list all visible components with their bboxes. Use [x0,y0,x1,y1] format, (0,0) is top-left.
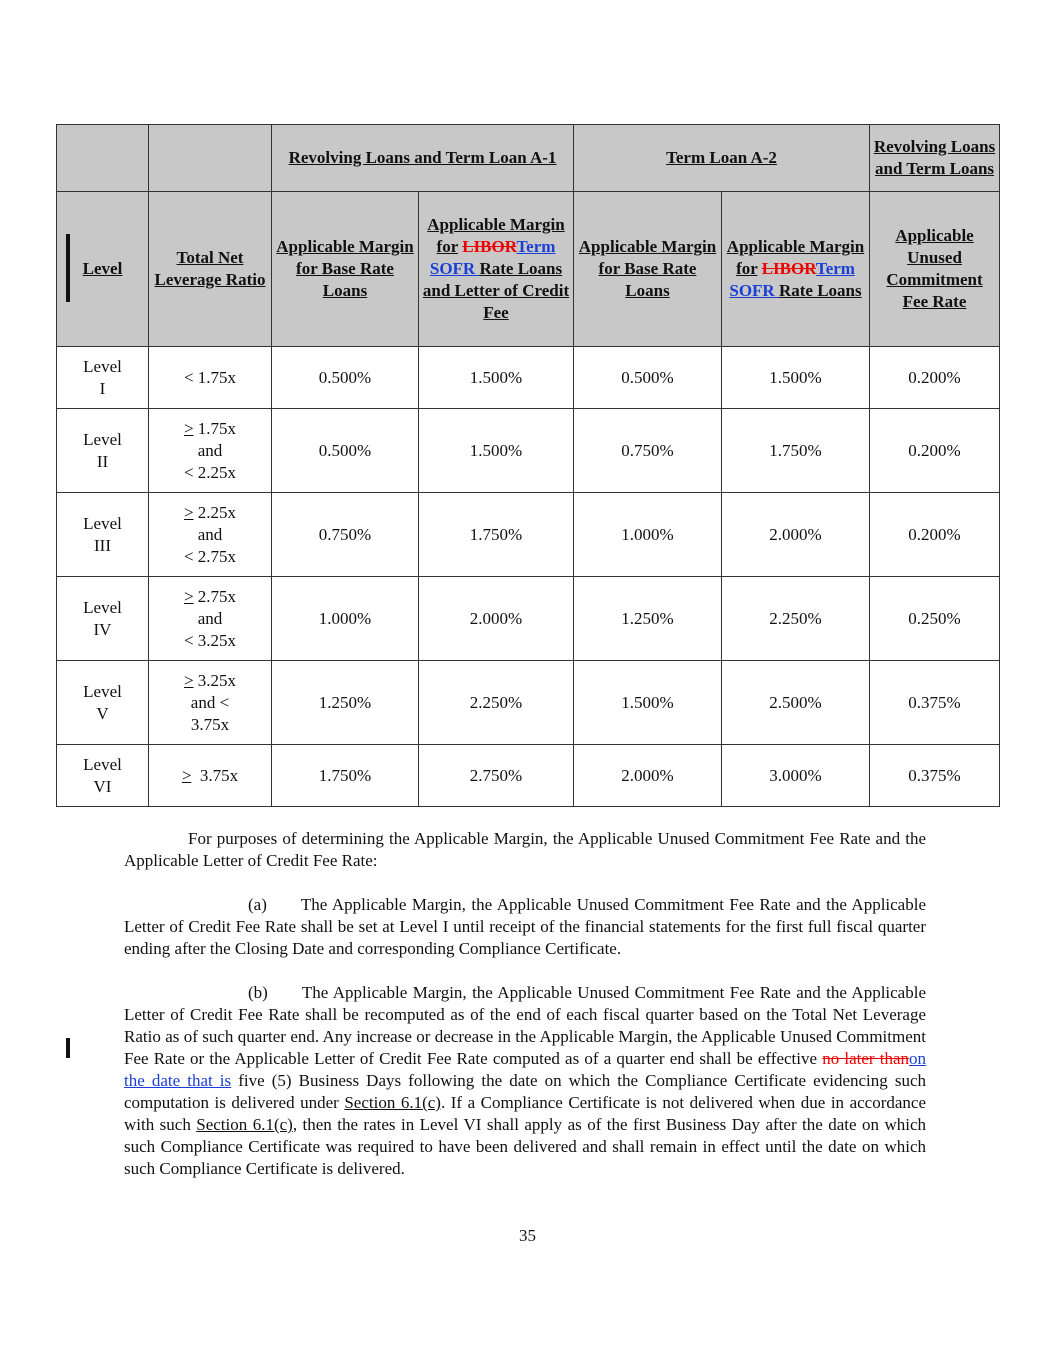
para-text: . If a Compliance Certificate is not delivered when due in accordance with such [124,1093,927,1134]
intro-text: For purposes of determining the Applicable Margin, the Applicable Unused Commitment Fee Rate and the Applicable Letter of Credit Fee Rate: [124,829,926,870]
rate-cell-a1-sofr: 1.500% [419,347,574,409]
rate-cell-a1-sofr: 2.750% [419,745,574,807]
deleted-text: LIBOR [761,259,816,278]
header-label: Applicable Margin for [726,237,865,278]
para-label: (a) [248,895,267,914]
para-text: five (5) Business Days following the date on which the Compliance Certificate evidencing such computation is delivered under [124,1071,926,1112]
header-a1-base [272,192,419,347]
rate-cell-a2-base: 1.250% [574,577,722,661]
ratio-line: > 3.25x [183,670,237,690]
ratio-cell [149,409,272,493]
rate-cell-a1-base: 1.750% [272,745,419,807]
header-label: Rate Loans [778,281,862,300]
group-header-a2 [574,125,870,192]
rate-cell-fee: 0.200% [870,409,1000,493]
group-header-a1 [272,125,574,192]
group-label: Term Loan A-2 [666,148,777,167]
rate-cell-a2-sofr: 2.500% [722,661,870,745]
rate-cell-fee: 0.375% [870,661,1000,745]
ratio-line: < 3.25x [183,630,237,650]
greater-equal-symbol: > [183,418,194,438]
para-label: (b) [248,983,268,1002]
page-number: 35 [519,1226,536,1245]
level-label: Level III [83,513,122,555]
group-header-revolving [870,125,1000,192]
greater-equal-symbol: > [183,670,194,690]
header-label: Total Net Leverage Ratio [154,248,266,289]
para-text: The Applicable Margin, the Applicable Unused Commitment Fee Rate and the Applicable Letter of Credit Fee Rate shall be recomputed as of the end of each fiscal quarter based on the Total Net Leverage Ratio as of such quarter end. Any increase or decrease in the Applicable Margin, the Applicable Unused Commitment Fee Rate or the Applicable Letter of Credit Fee Rate computed as of a quarter end shall be effective [124,983,926,1068]
rate-cell-a1-base: 1.000% [272,577,419,661]
rate-cell-a2-sofr: 3.000% [722,745,870,807]
rate-cell-a1-sofr: 1.750% [419,493,574,577]
paragraph-b [124,982,926,1180]
rate-cell-fee: 0.250% [870,577,1000,661]
greater-equal-symbol: > [181,765,192,785]
ratio-cell [149,493,272,577]
level-cell [57,493,149,577]
rate-cell-a1-sofr: 2.250% [419,661,574,745]
level-cell [57,577,149,661]
header-a1-sofr [419,192,574,347]
rate-cell-a2-sofr: 1.500% [722,347,870,409]
header-level [57,192,149,347]
ratio-line: > 2.25x [183,502,237,522]
deleted-text: no later than [822,1049,909,1068]
ratio-line: < 2.25x [183,462,237,482]
table-row [57,493,1000,577]
rate-cell-a1-base: 0.750% [272,493,419,577]
ratio-line: < 1.75x [183,367,237,387]
rate-cell-a2-base: 1.500% [574,661,722,745]
ratio-cell [149,745,272,807]
group-label: Revolving Loans and Term Loan A-1 [288,148,557,167]
table-row [57,347,1000,409]
rate-cell-a1-base: 0.500% [272,409,419,493]
ratio-line: and [197,440,223,460]
header-fee [870,192,1000,347]
rate-cell-a2-base: 0.750% [574,409,722,493]
ratio-line: and [197,524,223,544]
header-label: Rate Loans and Letter of Credit Fee [422,259,570,322]
section-reference: Section 6.1(c) [196,1115,293,1134]
ratio-line: > 1.75x [183,418,237,438]
rate-cell-a1-base: 1.250% [272,661,419,745]
ratio-line: 3.75x [190,714,230,734]
header-ratio [149,192,272,347]
rate-cell-a2-base: 0.500% [574,347,722,409]
para-text: The Applicable Margin, the Applicable Unused Commitment Fee Rate and the Applicable Letter of Credit Fee Rate shall be set at Level I until receipt of the financial statements for the first full fiscal quarter ending after the Closing Date and corresponding Compliance Certificate. [124,895,926,958]
applicable-margin-table [56,124,1000,807]
ratio-cell [149,661,272,745]
greater-equal-symbol: > [183,586,194,606]
inserted-text: Term SOFR [429,237,556,278]
rate-cell-a1-sofr: 2.000% [419,577,574,661]
level-label: Level VI [83,754,122,796]
ratio-line: < 2.75x [183,546,237,566]
level-cell [57,409,149,493]
rate-cell-a1-sofr: 1.500% [419,409,574,493]
level-cell [57,347,149,409]
ratio-line: and < [190,692,230,712]
header-label: Applicable Margin for Base Rate Loans [276,237,414,300]
level-label: Level II [83,429,122,471]
header-a2-sofr [722,192,870,347]
level-label: Level IV [83,597,122,639]
change-bar [66,1038,70,1058]
intro-paragraph [124,828,926,872]
inserted-text: Term SOFR [729,259,855,300]
blank-header [149,125,272,192]
rate-cell-a2-sofr: 1.750% [722,409,870,493]
rate-cell-fee: 0.375% [870,745,1000,807]
ratio-line: and [197,608,223,628]
table-row [57,745,1000,807]
greater-equal-symbol: > [183,502,194,522]
ratio-line: > 3.75x [181,765,239,785]
header-a2-base [574,192,722,347]
level-label: Level V [83,681,122,723]
rate-cell-a2-sofr: 2.000% [722,493,870,577]
rate-cell-a2-base: 1.000% [574,493,722,577]
change-bar [66,234,70,302]
ratio-cell [149,347,272,409]
rate-cell-a1-base: 0.500% [272,347,419,409]
rate-cell-fee: 0.200% [870,347,1000,409]
rate-cell-a2-base: 2.000% [574,745,722,807]
group-label: Revolving Loans and Term Loans [873,137,996,178]
table-row [57,577,1000,661]
table-row [57,409,1000,493]
blank-header [57,125,149,192]
header-label: Applicable Margin for Base Rate Loans [578,237,717,300]
paragraph-a [124,894,926,960]
inserted-text: on the date that is [124,1049,926,1090]
section-reference: Section 6.1(c) [344,1093,441,1112]
rate-cell-fee: 0.200% [870,493,1000,577]
header-label: Applicable Unused Commitment Fee Rate [886,226,983,311]
level-cell [57,661,149,745]
level-label: Level I [83,356,122,398]
ratio-line: > 2.75x [183,586,237,606]
para-text: , then the rates in Level VI shall apply as of the first Business Day after the date on which such Compliance Certificate was required to have been delivered and shall remain in effect until the date on which such Compliance Certificate is delivered. [124,1115,927,1178]
header-label: Applicable Margin for [427,215,565,256]
rate-cell-a2-sofr: 2.250% [722,577,870,661]
deleted-text: LIBOR [462,237,517,256]
header-label: Level [82,259,123,278]
ratio-cell [149,577,272,661]
table-row [57,661,1000,745]
level-cell [57,745,149,807]
